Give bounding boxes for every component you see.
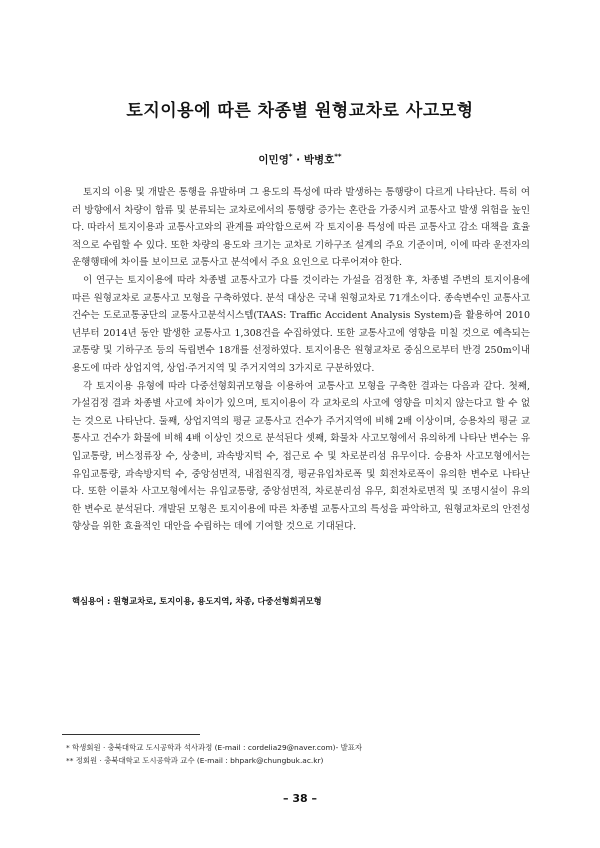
abstract-paragraph: 이 연구는 토지이용에 따라 차종별 교통사고가 다를 것이라는 가설을 검정한 후, 차종별 주변의 토지이용에 따른 원형교차로 교통사고 모형을 구축하였다. 분석 대상은 국내 원형교차로 71개소이다. 종속변수인 교통사고 건수는 도로교통공단의 교통사고분석시스템(TAAS: Traffic Accident Analysis System)을 활용하여 2010년부터 2014년 동안 발생한 교통사고 1,308건을 수집하였다. 또한 교통사고에 영향을 미칠 것으로 예측되는 교통량 및 기하구조 등의 독립변수 18개를 선정하였다. 토지이용은 원형교차로 중심으로부터 반경 250m이내 용도에 따라 상업지역, 상업·주거지역 및 주거지역의 3가지로 구분하였다. xyxy=(72,274,530,374)
author-affiliation-mark: * xyxy=(288,152,293,161)
keywords: 핵심용어 : 원형교차로, 토지이용, 용도지역, 차종, 다중선형회귀모형 xyxy=(72,596,322,606)
author-line xyxy=(0,152,600,167)
author-name: 박병호 xyxy=(303,154,335,166)
abstract-paragraph: 각 토지이용 유형에 따라 다중선형회귀모형을 이용하여 교통사고 모형을 구축한 결과는 다음과 같다. 첫째, 가설검정 결과 차종별 사고에 차이가 있으며, 토지이용이 각 교차로의 사고에 영향을 미치지 않는다고 할 수 없는 것으로 나타난다. 둘째, 상업지역의 평균 교통사고 건수가 주거지역에 비해 2배 이상이며, 승용차의 평균 교통사고 건수가 화물에 비해 4배 이상인 것으로 분석된다 셋째, 화물차 사고모형에서 유의하게 나타난 변수는 유입교통량, 버스정류장 수, 상충비, 과속방지턱 수, 접근로 수 및 차로분리섬 유무이다. 승용차 사고모형에서는 유입교통량, 과속방지턱 수, 중앙섬면적, 내접원직경, 평균유입차로폭 및 회전차로폭이 유의한 변수로 나타난다. 또한 이륜차 사고모형에서는 유입교통량, 중앙섬면적, 차로분리섬 유무, 회전차로면적 및 조명시설이 유의한 변수로 분석된다. 개발된 모형은 토지이용에 따른 차종별 교통사고의 특성을 파악하고, 원형교차로의 안전성 향상을 위한 효율적인 대안을 수립하는 데에 기여할 것으로 기대된다. xyxy=(72,380,530,533)
page-number: – 38 – xyxy=(283,792,317,805)
abstract-paragraph: 토지의 이용 및 개발은 통행을 유발하며 그 용도의 특성에 따라 발생하는 통행량이 다르게 나타난다. 특히 여러 방향에서 차량이 합류 및 분류되는 교차로에서의 통행량 증가는 혼란을 가중시켜 교통사고 발생 위험을 높인다. 따라서 토지이용과 교통사고와의 관계를 파악함으로써 각 토지이용 특성에 따른 교통사고 감소 대책을 효율적으로 수립할 수 있다. 또한 차량의 용도와 크기는 교차로 기하구조 설계의 주요 기준이며, 이에 따라 운전자의 운행행태에 차이를 보이므로 교통사고 분석에서 주요 요인으로 다루어져야 한다. xyxy=(72,187,530,269)
footnote-divider xyxy=(62,734,200,735)
footnote: ** 정회원 · 충북대학교 도시공학과 교수 (E-mail : bhpark@chungbuk.ac.kr) xyxy=(66,756,324,765)
paper-title: 토지이용에 따른 차종별 원형교차로 사고모형 xyxy=(126,101,474,121)
abstract xyxy=(72,184,530,536)
author-name: 이민영 xyxy=(258,154,289,166)
footnote: * 학생회원 · 충북대학교 도시공학과 석사과정 (E-mail : cordelia29@naver.com)- 발표자 xyxy=(66,743,363,752)
author-affiliation-mark: ** xyxy=(334,152,342,161)
footnotes xyxy=(66,741,536,767)
author-separator: · xyxy=(292,154,304,166)
